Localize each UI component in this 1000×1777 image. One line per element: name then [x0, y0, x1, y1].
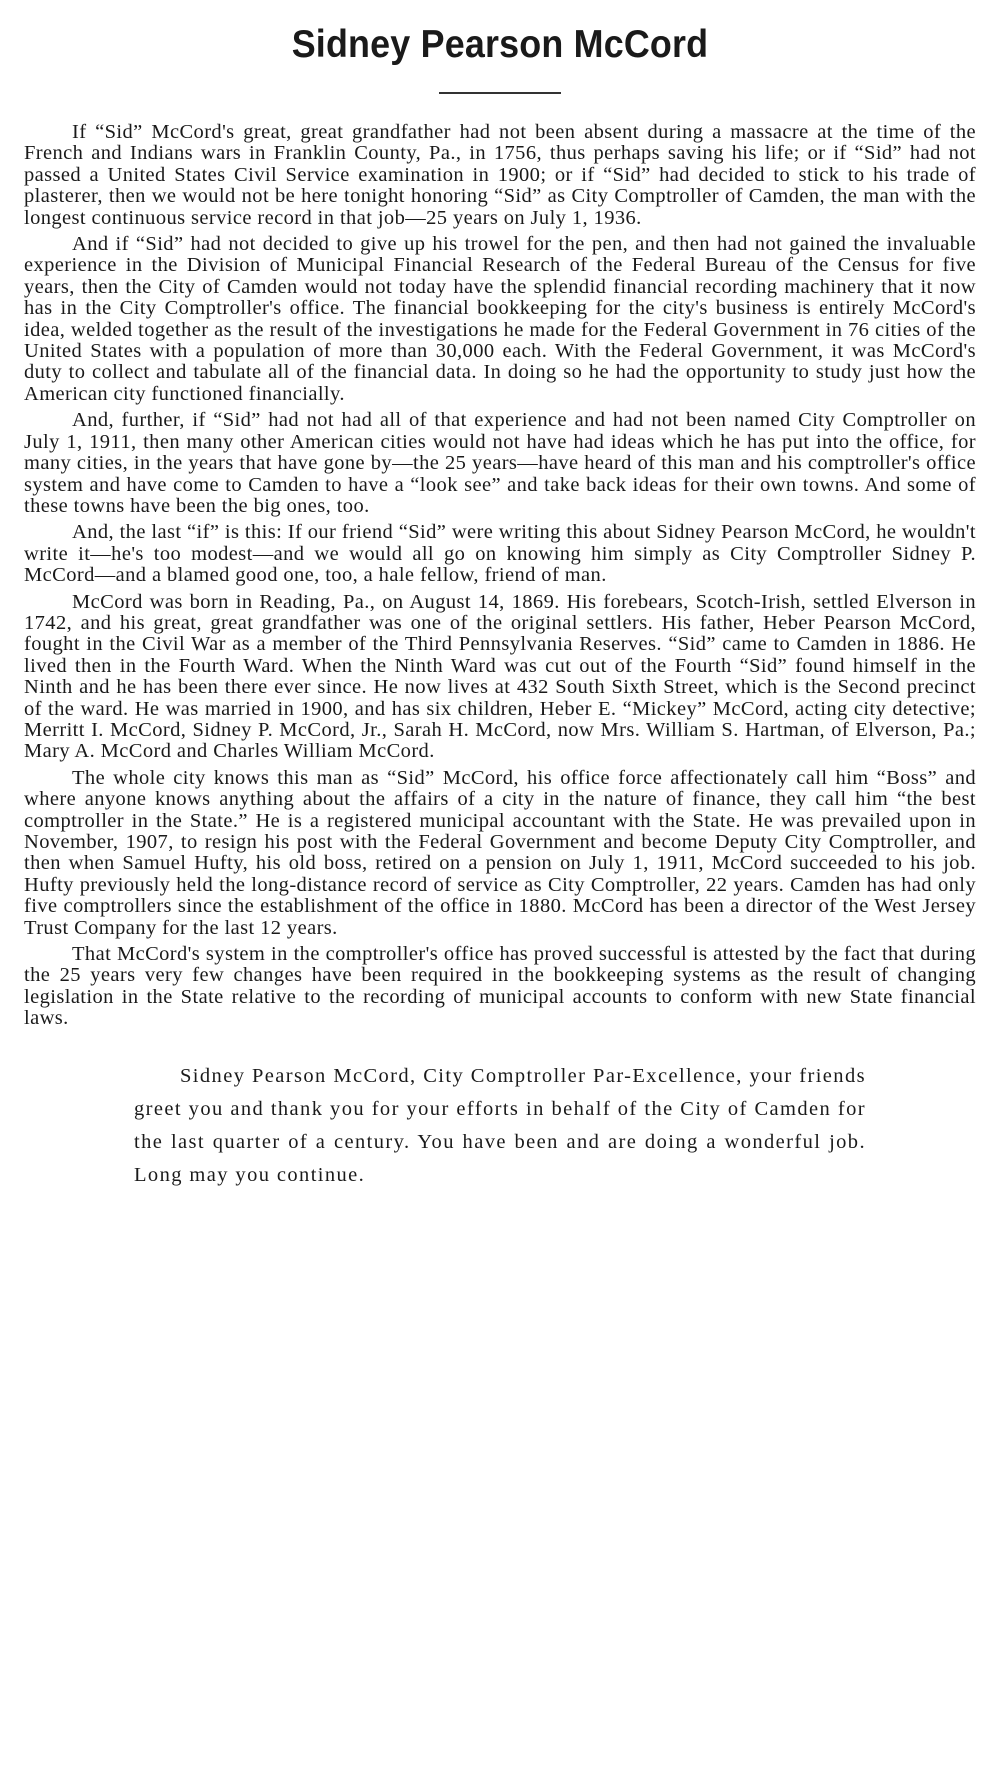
paragraph-4: And, the last “if” is this: If our friend “Sid” were writing this about Sidney Pearson McCord, he wouldn't write it—he's too modest—and we would all go on knowing him simply as City Comptroller Sidney P. McCord—and a blamed good one, too, a hale fellow, friend of man.	[24, 521, 976, 587]
newspaper-clipping	[24, 10, 976, 1192]
article-body	[24, 122, 976, 1030]
paragraph-6: The whole city knows this man as “Sid” McCord, his office force affectionately call him “Boss” and where anyone knows anything about the affairs of a city in the nature of finance, they call him “the best comptroller in the State.” He is a registered municipal accountant with the State. He was prevailed upon in November, 1907, to resign his post with the Federal Government and become Deputy City Comptroller, and then when Samuel Hufty, his old boss, retired on a pension on July 1, 1911, McCord succeeded to his job. Hufty previously held the long-distance record of service as City Comptroller, 22 years. Camden has had only five comptrollers since the establishment of the office in 1880. McCord has been a director of the West Jersey Trust Company for the last 12 years.	[24, 766, 976, 939]
paragraph-5: McCord was born in Reading, Pa., on August 14, 1869. His forebears, Scotch-Irish, settled Elverson in 1742, and his great, great grandfather was one of the original settlers. His father, Heber Pearson McCord, fought in the Civil War as a member of the Third Pennsylvania Reserves. “Sid” came to Camden in 1886. He lived then in the Fourth Ward. When the Ninth Ward was cut out of the Fourth “Sid” found himself in the Ninth and he has been there ever since. He now lives at 432 South Sixth Street, which is the Second precinct of the ward. He was married in 1900, and has six children, Heber E. “Mickey” McCord, acting city detective; Merritt I. McCord, Sidney P. McCord, Jr., Sarah H. McCord, now Mrs. William S. Hartman, of Elverson, Pa.; Mary A. McCord and Charles William McCord.	[24, 590, 976, 763]
paragraph-7: That McCord's system in the comptroller's office has proved successful is attested by the fact that during the 25 years very few changes have been required in the bookkeeping systems as the result of changing legislation in the State relative to the recording of municipal accounts to conform with new State financial laws.	[24, 943, 976, 1030]
paragraph-2: And if “Sid” had not decided to give up his trowel for the pen, and then had not gained the invaluable experience in the Division of Municipal Financial Research of the Federal Bureau of the Census for five years, then the City of Camden would not today have the splendid financial recording machinery that it now has in the City Comptroller's office. The financial bookkeeping for the city's business is entirely McCord's idea, welded together as the result of the investigations he made for the Federal Government in 76 cities of the United States with a population of more than 30,000 each. With the Federal Government, it was McCord's duty to collect and tabulate all of the financial data. In doing so he had the opportunity to study just how the American city functioned financially.	[24, 233, 976, 405]
closing-tribute: Sidney Pearson McCord, City Comptroller Par-Excellence, your friends greet you and thank you for your efforts in behalf of the City of Camden for the last quarter of a century. You have been and are doing a wonderful job. Long may you continue.	[134, 1064, 866, 1186]
article-title: Sidney Pearson McCord	[291, 23, 709, 66]
title-divider	[439, 92, 561, 94]
paragraph-1: If “Sid” McCord's great, great grandfather had not been absent during a massacre at the time of the French and Indians wars in Franklin County, Pa., in 1756, thus perhaps saving his life; or if “Sid” had not passed a United States Civil Service examination in 1900; or if “Sid” had decided to stick to his trade of plasterer, then we would not be here tonight honoring “Sid” as City Comptroller of Camden, the man with the longest continuous service record in that job—25 years on July 1, 1936.	[24, 121, 976, 229]
paragraph-3: And, further, if “Sid” had not had all of that experience and had not been named City Comptroller on July 1, 1911, then many other American cities would not have had ideas which he has put into the office, for many cities, in the years that have gone by—the 25 years—have heard of this man and his comptroller's office system and have come to Camden to have a “look see” and take back ideas for their own towns. And some of these towns have been the big ones, too.	[24, 409, 976, 517]
